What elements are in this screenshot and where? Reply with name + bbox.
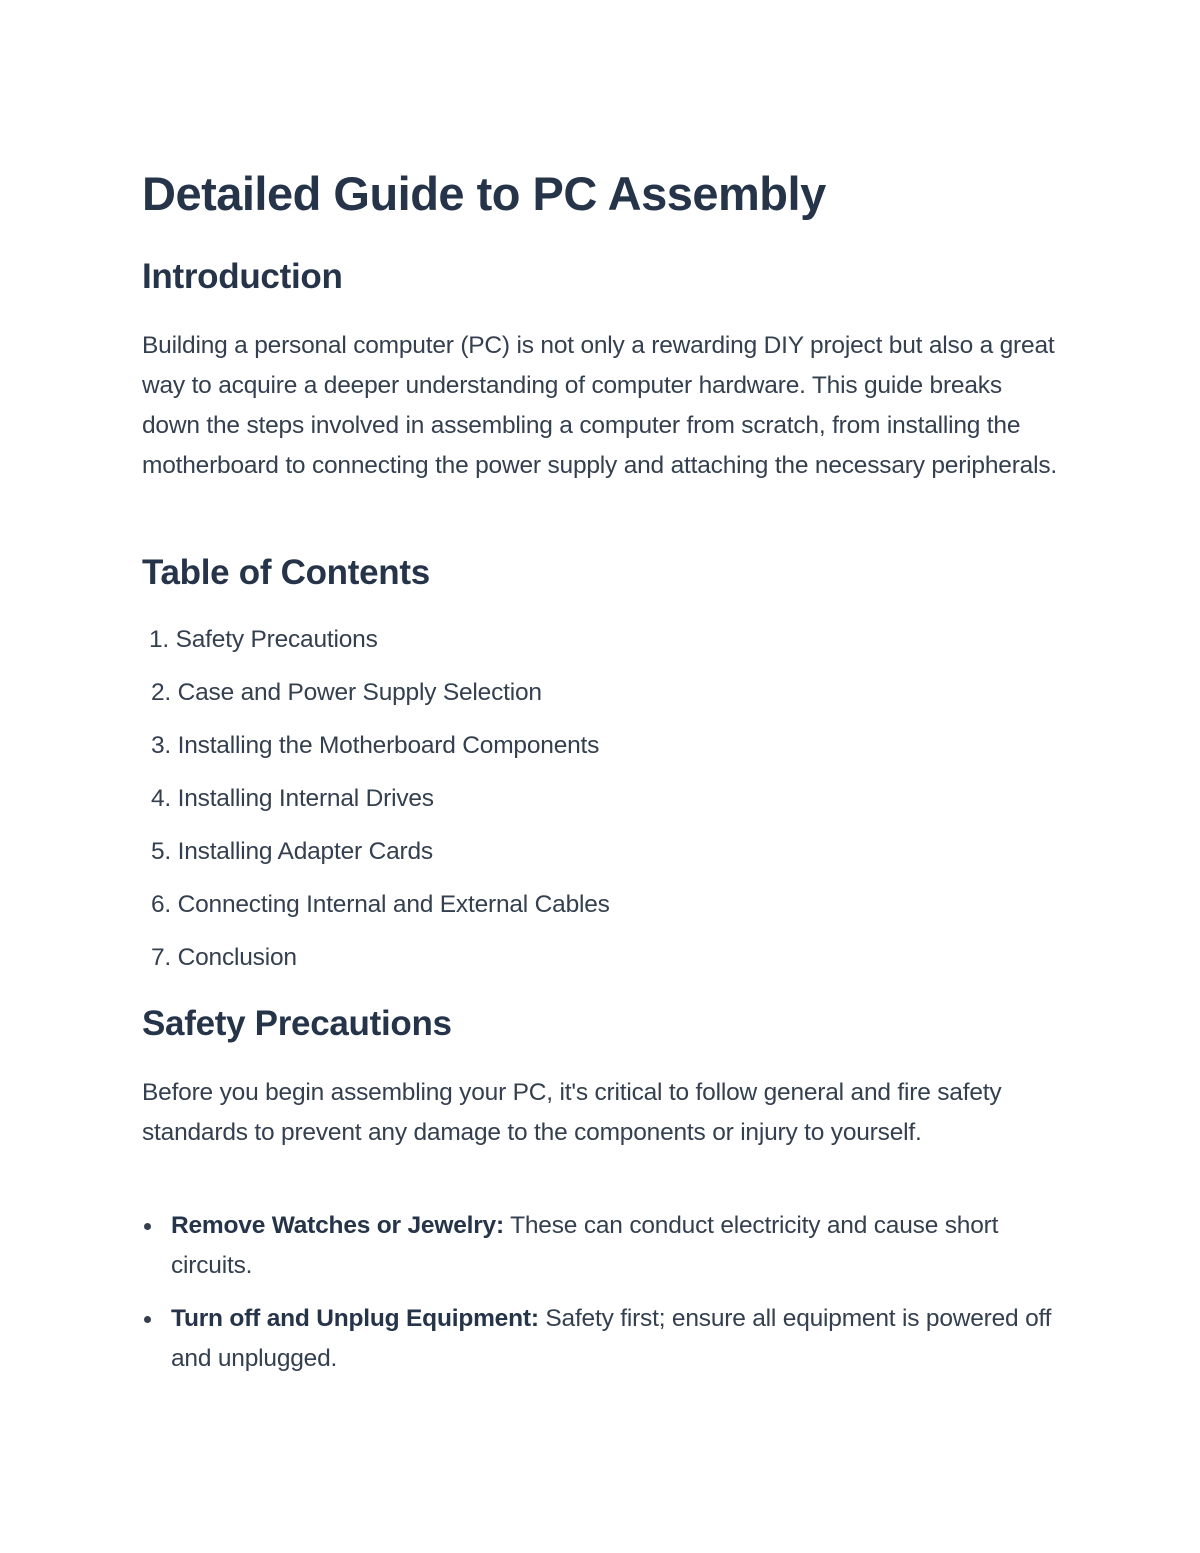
toc-item[interactable] bbox=[142, 673, 1062, 726]
toc-item[interactable] bbox=[142, 885, 1062, 938]
toc-item-label: Installing the Motherboard Components bbox=[177, 732, 600, 759]
list-item bbox=[142, 1206, 1062, 1286]
toc-item-number: 4. bbox=[150, 785, 171, 812]
bullet-text: These can conduct electricity and cause short circuits. bbox=[171, 1212, 999, 1279]
toc-item-label: Connecting Internal and External Cables bbox=[177, 891, 610, 918]
intro-heading: Introduction bbox=[142, 257, 343, 296]
page-title: Detailed Guide to PC Assembly bbox=[142, 167, 826, 220]
toc-item-number: 1. bbox=[148, 626, 169, 653]
safety-bullet-list bbox=[142, 1206, 1062, 1392]
bullet-dot-icon bbox=[144, 1223, 151, 1230]
toc-item-label: Installing Adapter Cards bbox=[177, 838, 433, 865]
toc-item[interactable] bbox=[142, 779, 1062, 832]
toc-item[interactable] bbox=[142, 938, 1062, 991]
bullet-text: Safety first; ensure all equipment is powered off and unplugged. bbox=[171, 1305, 1052, 1372]
bullet-dot-icon bbox=[144, 1316, 151, 1323]
safety-heading: Safety Precautions bbox=[142, 1004, 452, 1043]
toc-item-label: Safety Precautions bbox=[175, 626, 378, 653]
toc-item-label: Installing Internal Drives bbox=[177, 785, 434, 812]
toc-item-number: 5. bbox=[150, 838, 171, 865]
toc-item-label: Case and Power Supply Selection bbox=[177, 679, 542, 706]
bullet-label: Turn off and Unplug Equipment: bbox=[171, 1305, 539, 1332]
list-item bbox=[142, 1299, 1062, 1379]
table-of-contents bbox=[142, 620, 1062, 991]
bullet-label: Remove Watches or Jewelry: bbox=[171, 1212, 504, 1239]
toc-item[interactable] bbox=[142, 620, 1062, 673]
toc-item-number: 7. bbox=[150, 944, 171, 971]
toc-item[interactable] bbox=[142, 726, 1062, 779]
intro-paragraph: Building a personal computer (PC) is not only a rewarding DIY project but also a great way to acquire a deeper understanding of computer hardware. This guide breaks down the steps involved in assembling a computer from scratch, from installing the motherboard to connecting the power supply and attaching the necessary peripherals. bbox=[142, 332, 1057, 479]
toc-heading: Table of Contents bbox=[142, 553, 430, 592]
toc-item-label: Conclusion bbox=[177, 944, 297, 971]
toc-item[interactable] bbox=[142, 832, 1062, 885]
toc-item-number: 2. bbox=[150, 679, 171, 706]
toc-item-number: 3. bbox=[150, 732, 171, 759]
toc-item-number: 6. bbox=[150, 891, 171, 918]
safety-paragraph: Before you begin assembling your PC, it's critical to follow general and fire safety standards to prevent any damage to the components or injury to yourself. bbox=[142, 1079, 1002, 1146]
